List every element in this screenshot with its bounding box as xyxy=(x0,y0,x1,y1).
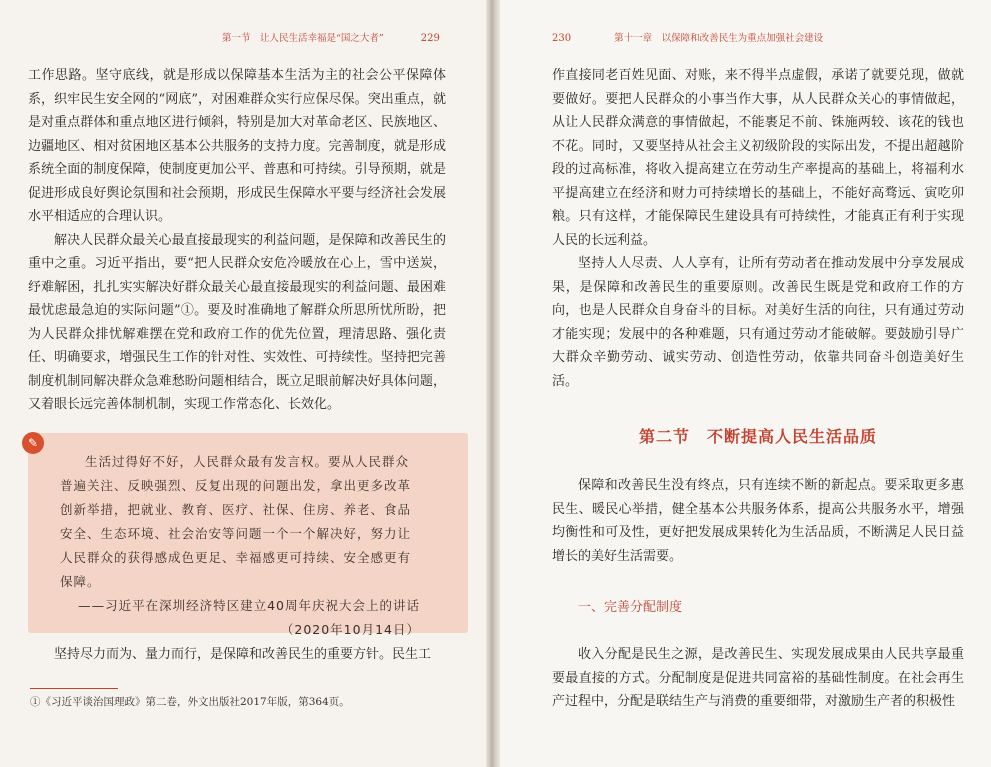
left-paragraph-1: 工作思路。坚守底线，就是形成以保障基本生活为主的社会公平保障体系，织牢民生安全网的“网底”，对困难群众实行应保尽保。突出重点，就是对重点群体和重点地区进行倾斜，特别是加大对革命老区、民族地区、边疆地区、相对贫困地区基本公共服务的支持力度。完善制度，就是形成系统全面的制度保障，使制度更加公平、普惠和可持续。引导预期，就是促进形成良好舆论氛围和社会预期，形成民生保障水平要与经济社会发展水平相适应的合理认识。 xyxy=(28,68,446,224)
left-running-head xyxy=(222,30,440,44)
right-running-head-chapter: 第十一章 以保障和改善民生为重点加强社会建设 xyxy=(614,33,824,44)
left-running-head-section: 第一节 让人民生活幸福是“国之大者” xyxy=(222,33,384,44)
right-paragraph-4: 收入分配是民生之源，是改善民生、实现发展成果由人民共享最重要最直接的方式。分配制度是促进共同富裕的基础性制度。在社会再生产过程中，分配是联结生产与消费的重要细带，对激励生产者的积极性 xyxy=(552,647,964,709)
quote-source: ——习近平在深圳经济特区建立40周年庆祝大会上的讲话 xyxy=(78,598,420,613)
right-running-head xyxy=(552,30,823,44)
left-body-text-continued xyxy=(28,643,446,667)
quote-content xyxy=(60,450,420,642)
footnote: ①《习近平谈治国理政》第二卷，外文出版社2017年版，第364页。 xyxy=(30,696,350,708)
right-body-text xyxy=(552,64,964,393)
pencil-note-icon: ✎ xyxy=(22,432,44,454)
quote-date: （2020年10月14日） xyxy=(280,622,420,637)
footnote-rule xyxy=(30,688,118,689)
left-paragraph-3: 坚持尽力而为、量力而行，是保障和改善民生的重要方针。民生工 xyxy=(54,647,432,662)
right-page-number: 230 xyxy=(552,33,572,44)
section-title: 第二节 不断提高人民生活品质 xyxy=(638,427,877,446)
left-body-text xyxy=(28,64,446,417)
right-body-text-3 xyxy=(552,643,964,714)
left-page-number: 229 xyxy=(420,33,440,44)
right-paragraph-2: 坚持人人尽责、人人享有，让所有劳动者在推动发展中分享发展成果，是保障和改善民生的重要原则。改善民生既是党和政府工作的方向，也是人民群众自身奋斗的目标。对美好生活的向往，只有通过劳动才能实现；发展中的各种难题，只有通过劳动才能破解。要鼓励引导广大群众辛勤劳动、诚实劳动、创造性劳动，依靠共同奋斗创造美好生活。 xyxy=(552,256,964,389)
right-paragraph-1: 作直接同老百姓见面、对账，来不得半点虚假，承诺了就要兑现，做就要做好。要把人民群众的小事当作大事，从人民群众关心的事情做起，从让人民群众满意的事情做起，不能裹足不前、铢施两较、该花的钱也不花。同时，又要坚持从社会主义初级阶段的实际出发，不提出超越阶段的过高标准，将收入提高建立在劳动生产率提高的基础上，将福利水平提高建立在经济和财力可持续增长的基础上，不能好高骛远、寅吃卯粮。只有这样，才能保障民生建设具有可持续性，才能真正有利于实现人民的长远利益。 xyxy=(552,68,964,248)
right-body-text-2 xyxy=(552,474,964,568)
book-gutter xyxy=(486,0,500,767)
right-paragraph-3: 保障和改善民生没有终点，只有连续不断的新起点。要采取更多惠民生、暖民心举措，健全基本公共服务体系，提高公共服务水平，增强均衡性和可及性，更好把发展成果转化为生活品质，不断满足人民日益增长的美好生活需要。 xyxy=(552,478,964,564)
quote-text: 生活过得好不好，人民群众最有发言权。要从人民群众普遍关注、反映强烈、反复出现的问题出发，拿出更多改革创新举措，把就业、教育、医疗、社保、住房、养老、食品安全、生态环境、社会治安等问题一个一个解决好，努力让人民群众的获得感成色更足、幸福感更可持续、安全感更有保障。 xyxy=(60,454,412,589)
left-paragraph-2: 解决人民群众最关心最直接最现实的利益问题，是保障和改善民生的重中之重。习近平指出，要“把人民群众安危冷暖放在心上，雪中送炭，纾难解困，扎扎实实解决好群众最关心最直接最现实的利益问题、最困难最忧虑最急迫的实际问题”①。要及时准确地了解群众所思所忧所盼，把为人民群众排忧解难摆在党和政府工作的优先位置，理清思路、强化责任、明确要求，增强民生工作的针对性、实效性、可持续性。坚持把完善制度机制同解决群众急难愁盼问题相结合，既立足眼前解决好具体问题，又着眼长远完善体制机制，实现工作常态化、长效化。 xyxy=(28,232,446,412)
subsection-title: 一、完善分配制度 xyxy=(578,600,683,615)
